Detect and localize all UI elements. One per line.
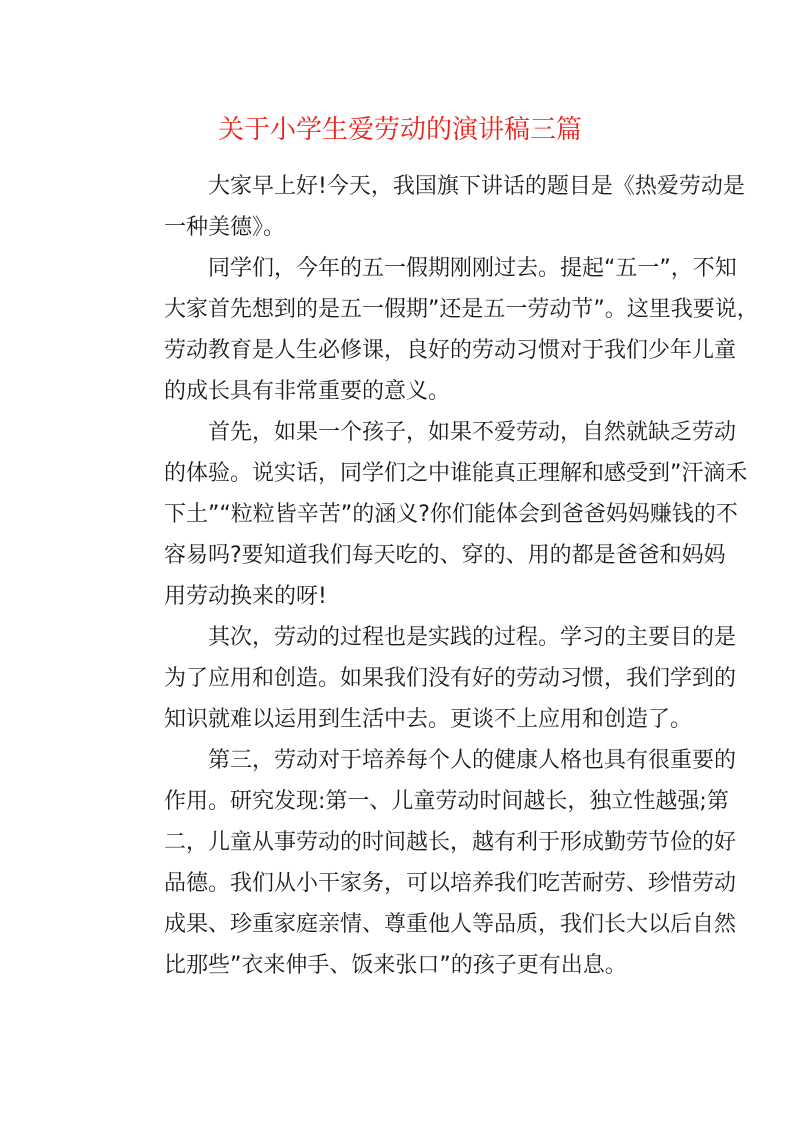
text-line: 作用。研究发现:第一、儿童劳动时间越长，独立性越强;第 bbox=[164, 789, 729, 814]
document-title: 关于小学生爱劳动的演讲稿三篇 bbox=[217, 115, 582, 145]
text-line: 其次，劳动的过程也是实践的过程。学习的主要目的是 bbox=[208, 625, 737, 650]
text-line: 第三，劳动对于培养每个人的健康人格也具有很重要的 bbox=[208, 748, 737, 773]
text-line: 的体验。说实话，同学们之中谁能真正理解和感受到”汗滴禾 bbox=[164, 461, 748, 486]
text-line: 一种美德》。 bbox=[164, 215, 286, 240]
text-line: 首先，如果一个孩子，如果不爱劳动，自然就缺乏劳动 bbox=[208, 420, 737, 445]
paragraph-4 bbox=[120, 617, 737, 740]
text-line: 品德。我们从小干家务，可以培养我们吃苦耐劳、珍惜劳动 bbox=[164, 871, 737, 896]
text-line: 下土”“粒粒皆辛苦”的涵义?你们能体会到爸爸妈妈赚钱的不 bbox=[164, 502, 738, 527]
text-line: 为了应用和创造。如果我们没有好的劳动习惯，我们学到的 bbox=[164, 666, 737, 691]
text-line: 二，儿童从事劳动的时间越长，越有利于形成勤劳节俭的好 bbox=[164, 830, 737, 855]
paragraph-3 bbox=[120, 412, 748, 617]
text-line: 成果、珍重家庭亲情、尊重他人等品质，我们长大以后自然 bbox=[164, 912, 737, 937]
text-line: 用劳动换来的呀! bbox=[164, 584, 327, 609]
paragraph-1 bbox=[120, 166, 745, 248]
text-line: 大家早上好!今天，我国旗下讲话的题目是《热爱劳动是 bbox=[208, 174, 745, 199]
paragraph-5 bbox=[120, 740, 737, 986]
text-line: 容易吗?要知道我们每天吃的、穿的、用的都是爸爸和妈妈 bbox=[164, 543, 726, 568]
text-line: 知识就难以运用到生活中去。更谈不上应用和创造了。 bbox=[164, 707, 693, 732]
text-line: 大家首先想到的是五一假期”还是五一劳动节”。这里我要说， bbox=[164, 297, 759, 322]
text-line: 劳动教育是人生必修课，良好的劳动习惯对于我们少年儿童 bbox=[164, 338, 737, 363]
paragraph-2 bbox=[120, 248, 759, 412]
text-line: 比那些”衣来伸手、饭来张口”的孩子更有出息。 bbox=[164, 953, 627, 978]
text-line: 的成长具有非常重要的意义。 bbox=[164, 379, 451, 404]
document-body bbox=[120, 166, 759, 986]
text-line: 同学们，今年的五一假期刚刚过去。提起“五一”，不知 bbox=[208, 256, 737, 281]
